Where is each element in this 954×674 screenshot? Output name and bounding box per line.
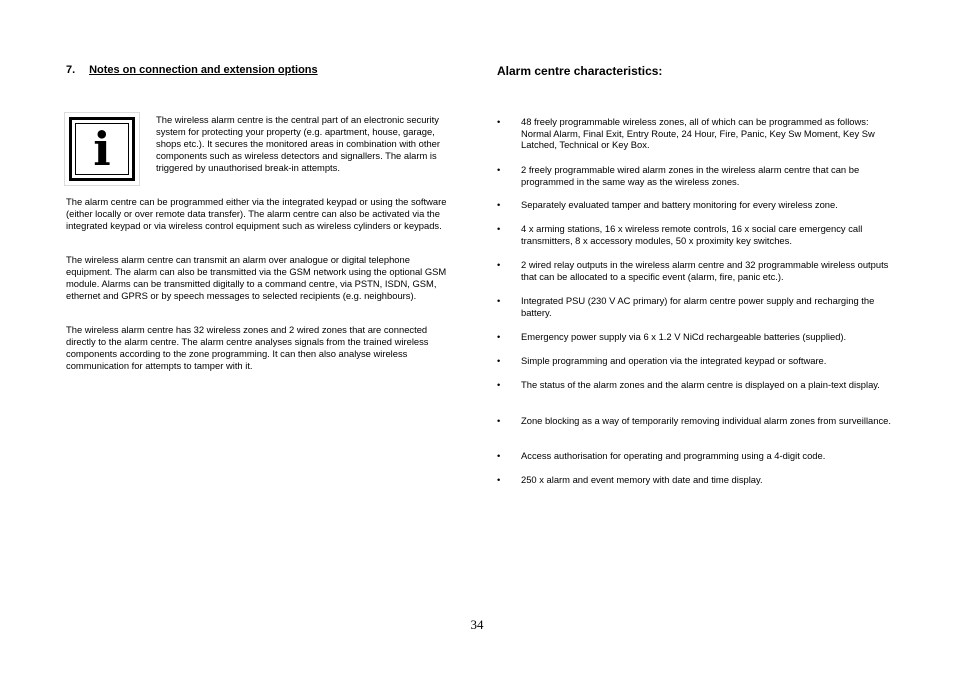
list-item-text: Simple programming and operation via the integrated keypad or software. bbox=[521, 355, 827, 366]
list-item-text: 48 freely programmable wireless zones, all of which can be programmed as follows: Normal Alarm, Final Exit, Entry Route, 24 Hour, Fire, Panic, Key Sw Moment, Key Sw Latched, Technical or Key Box. bbox=[521, 116, 875, 151]
page-number: 34 bbox=[470, 617, 484, 632]
section-number: 7. bbox=[66, 64, 76, 76]
info-icon-glyph: i bbox=[75, 123, 129, 175]
section-heading bbox=[66, 64, 318, 76]
list-item-text: Integrated PSU (230 V AC primary) for alarm centre power supply and recharging the battery. bbox=[521, 295, 875, 318]
info-icon-frame bbox=[69, 117, 135, 181]
list-item-text: 2 wired relay outputs in the wireless alarm centre and 32 programmable wireless outputs that can be allocated to a specific event (alarm, fire, panic etc.). bbox=[521, 259, 889, 282]
paragraph-transmission: The wireless alarm centre can transmit an alarm over analogue or digital telephone equipment. The alarm can also be transmitted via the GSM network using the optional GSM module. Alarms can be transmitted digitally to a command centre, via PSTN, ISDN, GSM, ethernet and GPRS or by speech messages to selected recipients (e.g. neighbours). bbox=[66, 254, 447, 301]
characteristics-heading: Alarm centre characteristics: bbox=[497, 64, 663, 78]
list-item-text: Zone blocking as a way of temporarily removing individual alarm zones from surveillance. bbox=[521, 415, 891, 426]
bullet-icon: • bbox=[497, 295, 501, 306]
paragraph-programming: The alarm centre can be programmed either via the integrated keypad or using the software (either locally or over remote data transfer). The alarm centre can also be activated via the integrated keypad or via wireless control equipment such as wireless cylinders or keypads. bbox=[66, 196, 447, 231]
bullet-icon: • bbox=[497, 415, 501, 426]
bullet-icon: • bbox=[497, 259, 501, 270]
list-item-text: Separately evaluated tamper and battery monitoring for every wireless zone. bbox=[521, 199, 838, 210]
bullet-icon: • bbox=[497, 331, 501, 342]
list-item-text: 2 freely programmable wired alarm zones in the wireless alarm centre that can be programmed in the same way as the wireless zones. bbox=[521, 164, 860, 187]
body-paragraph bbox=[66, 324, 458, 372]
list-item-text: The status of the alarm zones and the alarm centre is displayed on a plain-text display. bbox=[521, 379, 880, 390]
bullet-icon: • bbox=[497, 474, 501, 485]
section-title: Notes on connection and extension options bbox=[89, 64, 318, 76]
paragraph-zones: The wireless alarm centre has 32 wireless zones and 2 wired zones that are connected directly to the alarm centre. The alarm centre analyses signals from the trained wireless components according to the zone programming. It can then also analyse wireless communication for attempts to tamper with it. bbox=[66, 324, 429, 371]
bullet-icon: • bbox=[497, 116, 501, 127]
bullet-icon: • bbox=[497, 223, 501, 234]
bullet-icon: • bbox=[497, 450, 501, 461]
bullet-icon: • bbox=[497, 379, 501, 390]
intro-paragraph: The wireless alarm centre is the central part of an electronic security system for protecting your property (e.g. apartment, house, garage, shops etc.). It secures the monitored areas in combination with other components such as wireless detectors and signallers. The alarm is triggered by unauthorised break-in attempts. bbox=[156, 114, 440, 173]
body-paragraph bbox=[66, 196, 458, 232]
list-item-text: Access authorisation for operating and programming using a 4-digit code. bbox=[521, 450, 826, 461]
info-icon bbox=[64, 112, 140, 186]
bullet-icon: • bbox=[497, 355, 501, 366]
bullet-icon: • bbox=[497, 199, 501, 210]
list-item-text: 4 x arming stations, 16 x wireless remote controls, 16 x social care emergency call transmitters, 8 x accessory modules, 50 x proximity key switches. bbox=[521, 223, 863, 246]
bullet-icon: • bbox=[497, 164, 501, 175]
list-item-text: Emergency power supply via 6 x 1.2 V NiCd rechargeable batteries (supplied). bbox=[521, 331, 847, 342]
list-item-text: 250 x alarm and event memory with date and time display. bbox=[521, 474, 763, 485]
body-paragraph bbox=[66, 254, 458, 302]
